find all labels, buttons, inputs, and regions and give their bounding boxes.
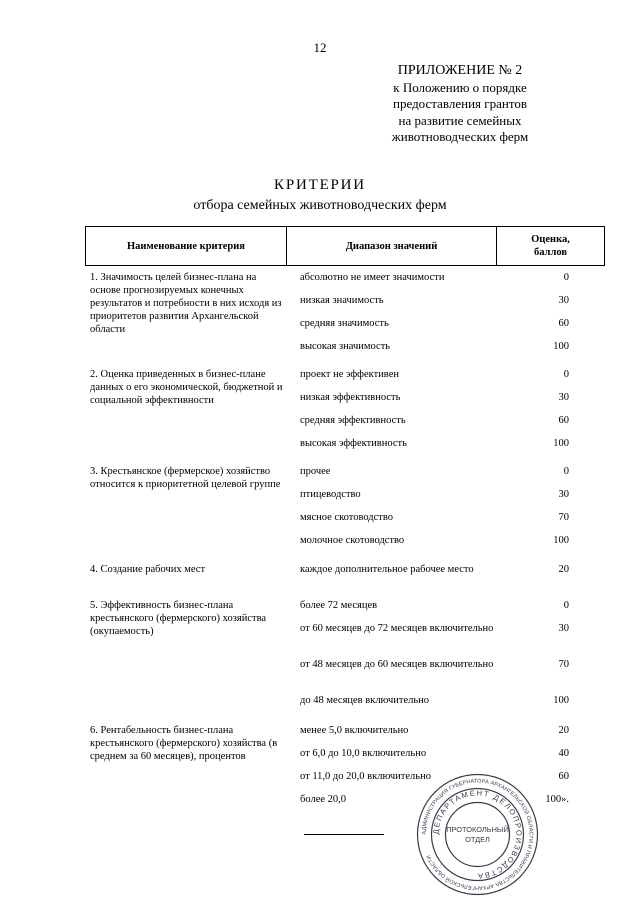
score-value: 70 <box>558 659 569 670</box>
header-range: Диапазон значений <box>286 227 496 265</box>
page-number: 12 <box>313 40 327 55</box>
header-criterion: Наименование критерия <box>127 240 245 252</box>
range-value: более 72 месяцев <box>300 600 378 611</box>
criterion-1: 1. Значимость целей бизнес-плана на основе прогнозируемых конечных результатов и потребности в них исходя из приоритетов развития Архангельской области <box>90 272 282 335</box>
value-row <box>300 563 585 586</box>
signature-line <box>304 834 384 835</box>
range-value: птицеводство <box>300 489 361 500</box>
criterion-3-values <box>300 465 585 557</box>
range-value: от 60 месяцев до 72 месяцев включительно <box>300 623 494 634</box>
value-row <box>300 658 585 694</box>
criterion-3: 3. Крестьянское (фермерское) хозяйство относится к приоритетной целевой группе <box>90 466 281 490</box>
range-value: средняя значимость <box>300 318 389 329</box>
score-value: 100 <box>553 438 569 449</box>
range-value: мясное скотоводство <box>300 512 394 523</box>
score-value: 0 <box>563 272 569 283</box>
header-score-line2: баллов <box>533 247 568 258</box>
criteria-subtitle: отбора семейных животноводческих ферм <box>193 198 447 213</box>
score-value: 30 <box>558 489 569 500</box>
value-row <box>300 747 585 770</box>
criterion-2-values <box>300 368 585 460</box>
score-value: 30 <box>558 623 569 634</box>
range-value: низкая значимость <box>300 295 384 306</box>
value-row <box>300 465 585 488</box>
value-row <box>300 437 585 460</box>
appendix-line: предоставления грантов <box>393 96 527 111</box>
value-row <box>300 368 585 391</box>
range-value: низкая эффективность <box>300 392 401 403</box>
stamp-inner-text: ДЕПАРТАМЕНТ ДЕЛОПРОИЗВОДСТВА <box>431 788 524 881</box>
appendix-block <box>360 63 560 146</box>
score-value: 100 <box>553 341 569 352</box>
header-score-line1: Оценка, <box>531 234 570 245</box>
range-value: абсолютно не имеет значимости <box>300 272 445 283</box>
score-value: 100 <box>553 535 569 546</box>
range-value: прочее <box>300 466 331 477</box>
header-score <box>496 227 604 265</box>
range-value: высокая значимость <box>300 341 391 352</box>
range-value: молочное скотоводство <box>300 535 405 546</box>
value-row <box>300 294 585 317</box>
score-value: 100 <box>553 695 569 706</box>
score-value: 100». <box>545 794 569 805</box>
criterion-1-values <box>300 271 585 363</box>
value-row <box>300 317 585 340</box>
score-value: 60 <box>558 771 569 782</box>
range-value: высокая эффективность <box>300 438 407 449</box>
range-value: от 6,0 до 10,0 включительно <box>300 748 427 759</box>
value-row <box>300 488 585 511</box>
appendix-line: на развитие семейных <box>398 112 522 128</box>
range-value: менее 5,0 включительно <box>300 725 409 736</box>
criterion-4-values <box>300 563 585 586</box>
value-row <box>300 340 585 363</box>
value-row <box>300 694 585 717</box>
table-header <box>85 226 605 266</box>
stamp-center-line2: ОТДЕЛ <box>465 835 490 844</box>
range-value: до 48 месяцев включительно <box>300 695 430 706</box>
range-value: от 48 месяцев до 60 месяцев включительно <box>300 659 494 670</box>
range-value: более 20,0 <box>300 794 347 805</box>
appendix-heading: ПРИЛОЖЕНИЕ № 2 <box>397 63 523 78</box>
score-value: 0 <box>563 369 569 380</box>
range-value: средняя эффективность <box>300 415 406 426</box>
criteria-title: КРИТЕРИИ <box>274 177 366 193</box>
appendix-line: животноводческих ферм <box>391 129 529 144</box>
value-row <box>300 599 585 622</box>
score-value: 60 <box>558 318 569 329</box>
appendix-line: к Положению о порядке <box>393 79 527 95</box>
protocol-department-stamp <box>415 772 540 897</box>
range-value: от 11,0 до 20,0 включительно <box>300 771 431 782</box>
score-value: 60 <box>558 415 569 426</box>
score-value: 0 <box>563 600 569 611</box>
value-row <box>300 271 585 294</box>
score-value: 40 <box>558 748 569 759</box>
criterion-5-values <box>300 599 585 717</box>
value-row <box>300 622 585 658</box>
score-value: 70 <box>558 512 569 523</box>
value-row <box>300 414 585 437</box>
value-row <box>300 534 585 557</box>
value-row <box>300 511 585 534</box>
criterion-2: 2. Оценка приведенных в бизнес-плане данных о его экономической, бюджетной и социальной эффективности <box>90 369 283 406</box>
range-value: каждое дополнительное рабочее место <box>300 564 474 575</box>
stamp-outer-text: АДМИНИСТРАЦИЯ ГУБЕРНАТОРА АРХАНГЕЛЬСКОЙ ОБЛАСТИ И ПРАВИТЕЛЬСТВА АРХАНГЕЛЬСКОЙ ОБЛАСТИ <box>421 778 534 891</box>
score-value: 30 <box>558 295 569 306</box>
value-row <box>300 391 585 414</box>
score-value: 20 <box>558 725 569 736</box>
score-value: 0 <box>563 466 569 477</box>
range-value: проект не эффективен <box>300 369 399 380</box>
criterion-4: 4. Создание рабочих мест <box>90 564 206 575</box>
value-row <box>300 724 585 747</box>
stamp-center-line1: ПРОТОКОЛЬНЫЙ <box>446 825 509 834</box>
score-value: 20 <box>558 564 569 575</box>
score-value: 30 <box>558 392 569 403</box>
criterion-6: 6. Рентабельность бизнес-плана крестьянского (фермерского) хозяйства (в среднем за 60 месяцев), процентов <box>90 725 278 762</box>
criterion-5: 5. Эффективность бизнес-плана крестьянского (фермерского) хозяйства (окупаемость) <box>90 600 267 637</box>
